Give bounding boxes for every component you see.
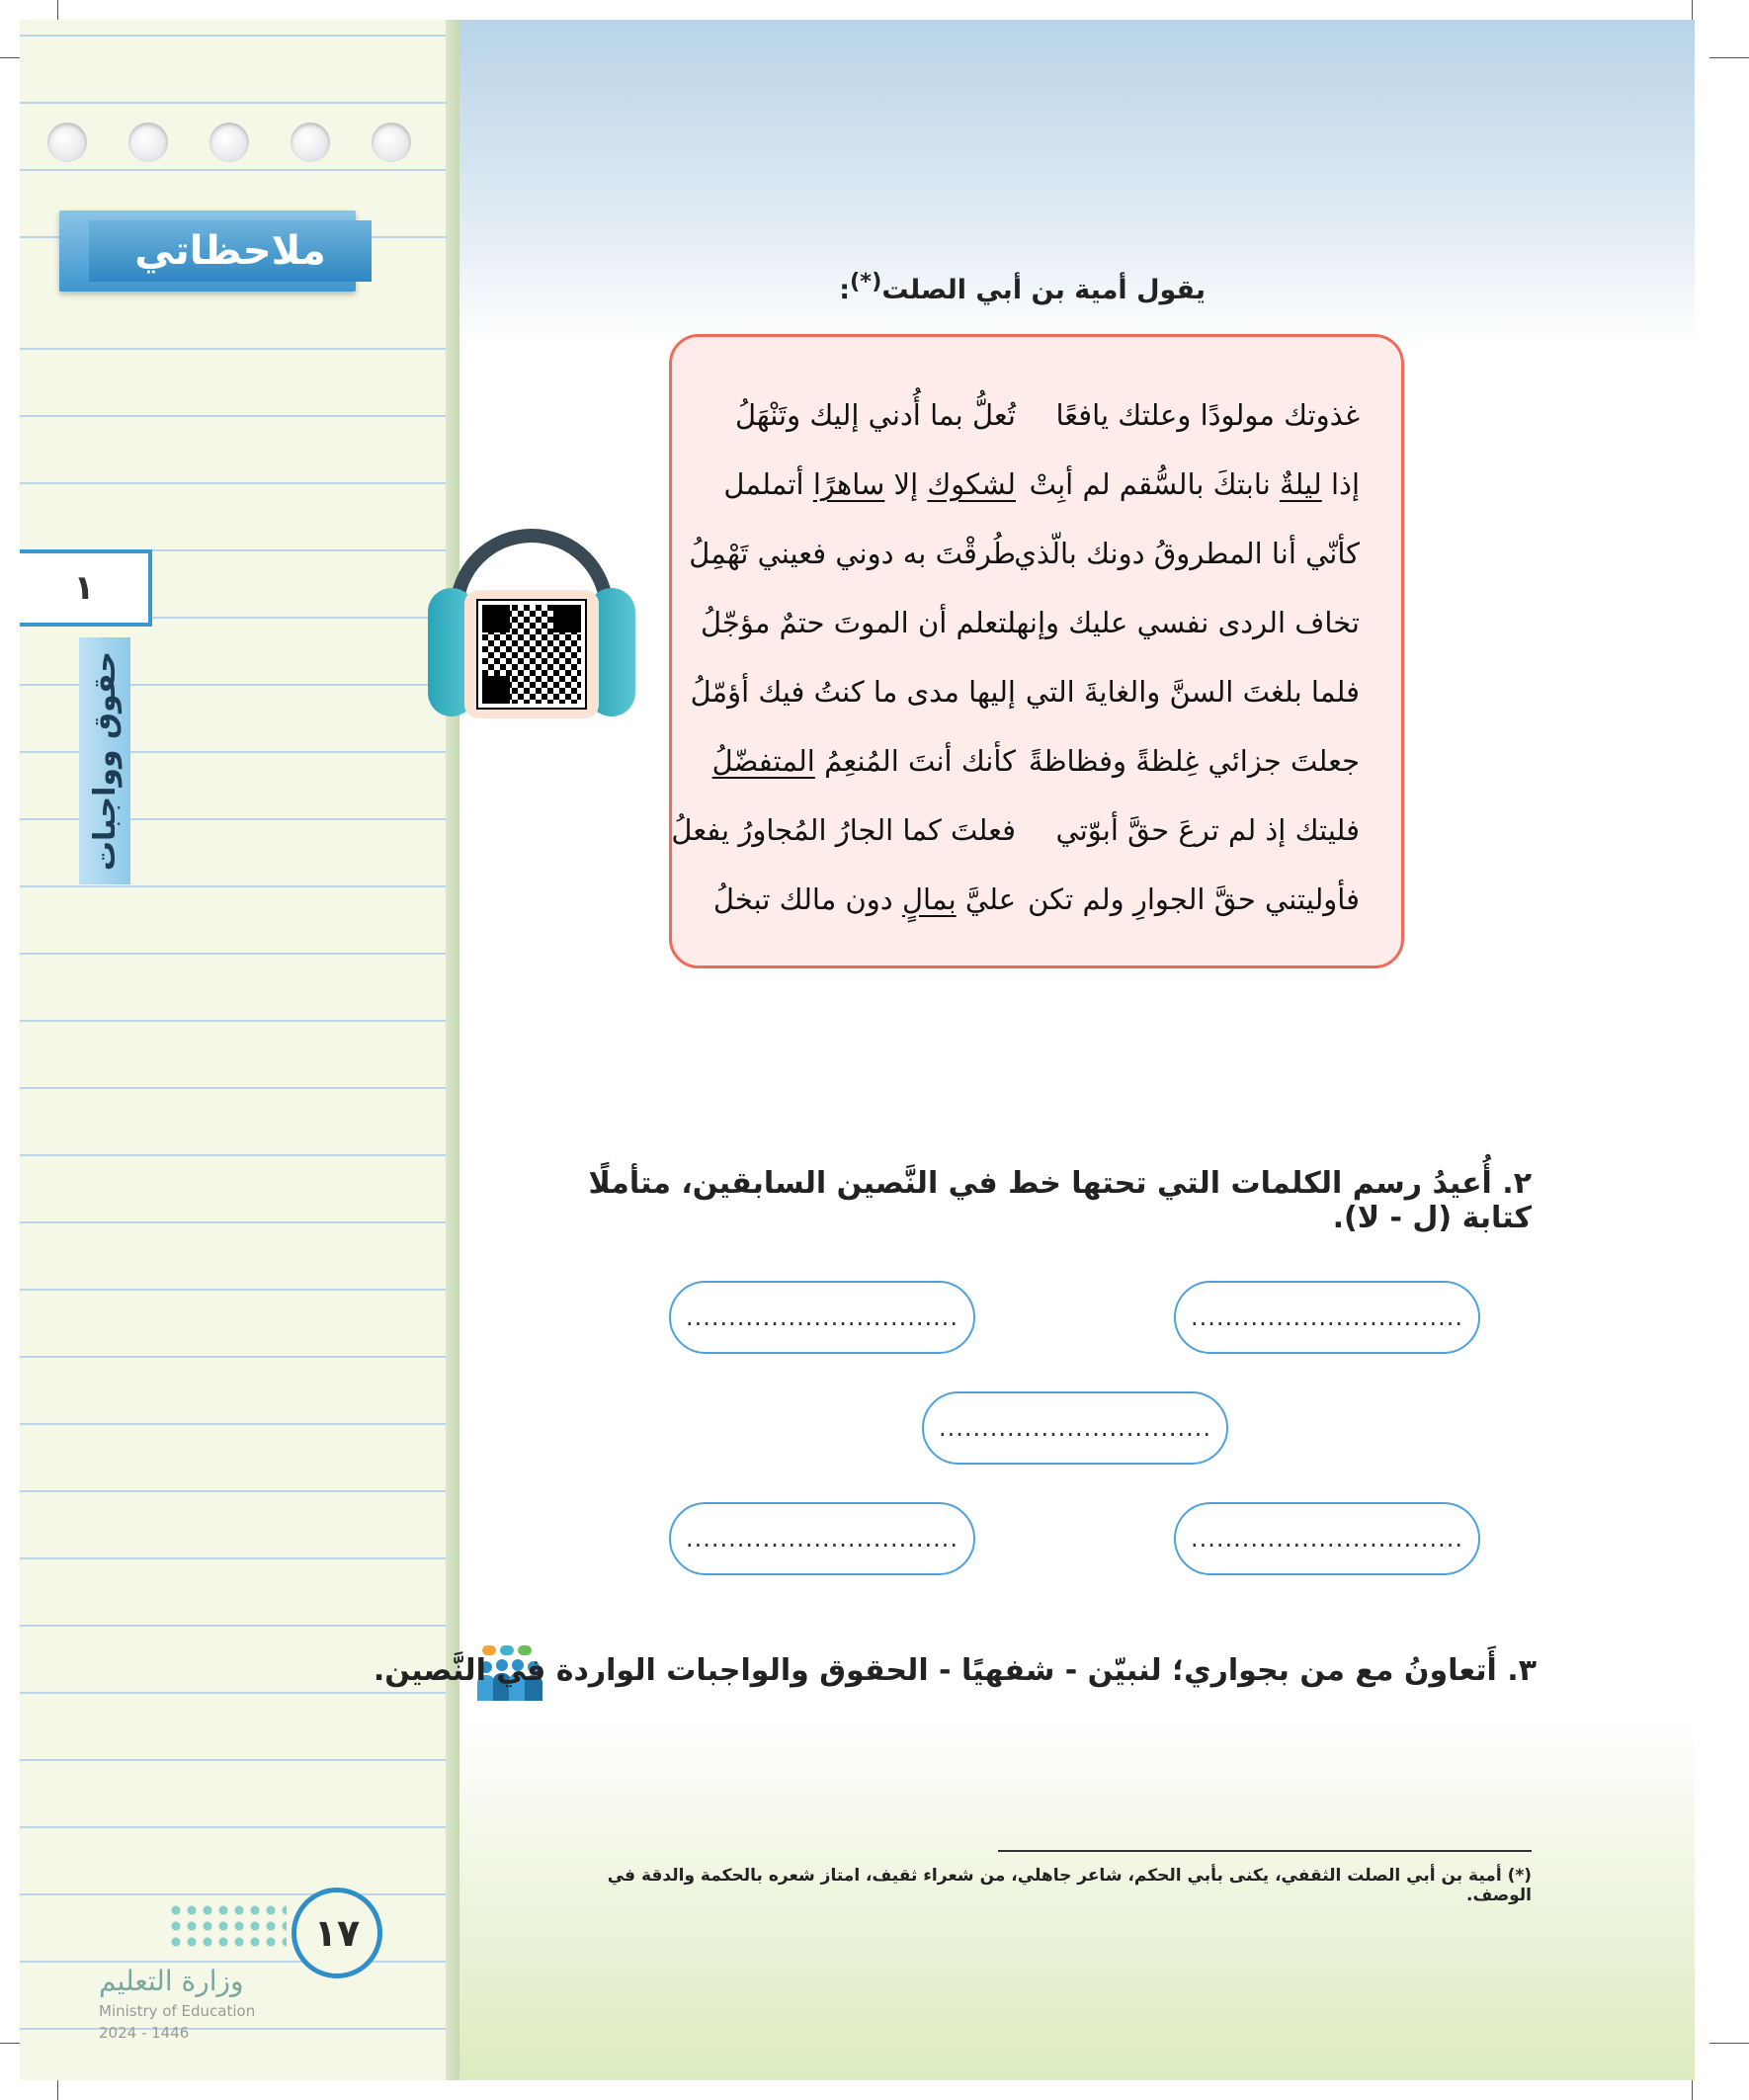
audio-qr-widget[interactable] xyxy=(428,529,635,726)
notes-panel-edge xyxy=(446,20,459,2080)
verse-first-hemistich xyxy=(1029,467,1360,501)
footnote-marker: (*) xyxy=(850,269,882,294)
notes-header-inner xyxy=(89,220,372,282)
poem-box xyxy=(669,334,1404,968)
verse-text: كأنك أنتَ المُنعِمُ xyxy=(814,744,1016,778)
answer-field[interactable]: ................................ xyxy=(922,1391,1228,1465)
footnote: (*) أمية بن أبي الصلت الثقفي، يكنى بأبي الحكم، شاعر جاهلي، من شعراء ثقيف، امتاز شعره بالحكمة والدقة في الوصف. xyxy=(607,1866,1532,1905)
footnote-divider xyxy=(998,1850,1532,1852)
answer-field[interactable]: ................................ xyxy=(669,1502,975,1575)
binder-hole xyxy=(372,123,411,162)
page-background xyxy=(459,20,1695,2080)
crop-mark xyxy=(1709,57,1749,58)
poem-verse xyxy=(672,813,1401,873)
question-2: ٢. أُعيدُ رسم الكلمات التي تحتها خط في النَّصين السابقين، متأملًا كتابة (ل - لا). xyxy=(588,1166,1532,1235)
notes-panel xyxy=(20,20,459,2080)
verse-text: دون مالك تبخلُ xyxy=(712,882,902,916)
qr-code-icon[interactable] xyxy=(478,601,585,708)
verse-second-hemistich: طُرقْتَ به دوني فعيني تَهْمِلُ xyxy=(689,537,1016,570)
poem-verse xyxy=(672,882,1401,942)
page-number: ١٧ xyxy=(292,1888,382,1978)
verse-first-hemistich: تخاف الردى نفسي عليك وإنها xyxy=(1007,606,1360,639)
underlined-word: لشكوك xyxy=(927,467,1016,501)
poem-verse xyxy=(672,606,1401,665)
verse-first-hemistich: فلما بلغتَ السنَّ والغايةَ التي xyxy=(1025,675,1360,709)
binder-hole xyxy=(128,123,168,162)
unit-tab xyxy=(79,637,130,884)
poem-verse xyxy=(672,537,1401,596)
poem-intro-text: يقول أمية بن أبي الصلت xyxy=(881,275,1206,305)
qr-code-frame[interactable] xyxy=(464,590,599,718)
underlined-word: المتفضّلُ xyxy=(711,744,815,778)
question-3: ٣. أَتعاونُ مع من بجواري؛ لنبيّن - شفهيًا - الحقوق والواجبات الواردة في النَّصين. xyxy=(373,1653,1537,1688)
underlined-word: ساهرًا xyxy=(812,467,885,501)
ministry-logo xyxy=(168,1902,287,1950)
binder-hole xyxy=(291,123,330,162)
verse-text: إلا xyxy=(884,467,928,501)
academic-year: 2024 - 1446 xyxy=(99,2024,190,2042)
verse-second-hemistich xyxy=(690,467,1016,501)
notes-header xyxy=(59,210,356,292)
underlined-word: ليلةٌ xyxy=(1280,467,1322,501)
unit-title: حقوق وواجبات xyxy=(87,650,123,872)
crop-mark xyxy=(1709,2043,1749,2044)
binder-hole xyxy=(47,123,87,162)
answer-field[interactable]: ................................ xyxy=(1174,1502,1480,1575)
poem-verse xyxy=(672,467,1401,527)
question-3-row xyxy=(373,1645,1537,1705)
verse-text: نابتكَ بالسُّقم لم أبِتْ xyxy=(1029,467,1280,501)
ministry-name-english: Ministry of Education xyxy=(99,2002,256,2020)
verse-second-hemistich: لتعلم أن الموتَ حتمٌ مؤجّلُ xyxy=(700,606,1016,639)
verse-text: أتململ xyxy=(723,467,813,501)
verse-text: إذا xyxy=(1321,467,1360,501)
verse-second-hemistich xyxy=(690,882,1016,916)
poem-intro xyxy=(692,269,1206,305)
answer-field[interactable]: ................................ xyxy=(1174,1281,1480,1354)
verse-first-hemistich: فأوليتني حقَّ الجوارِ ولم تكن xyxy=(1028,882,1360,916)
poem-verse xyxy=(672,398,1401,458)
verse-second-hemistich xyxy=(690,744,1016,778)
verse-text: عليَّ xyxy=(956,882,1016,916)
notes-title: ملاحظاتي xyxy=(134,228,326,274)
verse-second-hemistich: تُعلُّ بما أُدني إليك وتَنْهَلُ xyxy=(734,398,1016,432)
verse-first-hemistich: جعلتَ جزائي غِلظةً وفظاظةً xyxy=(1028,744,1360,778)
poem-verse xyxy=(672,675,1401,734)
verse-first-hemistich: غذوتك مولودًا وعلتك يافعًا xyxy=(1055,398,1360,432)
unit-number: ١ xyxy=(20,549,152,627)
underlined-word: بمالٍ xyxy=(901,882,957,916)
binder-hole xyxy=(209,123,249,162)
verse-first-hemistich: فليتك إذ لم ترعَ حقَّ أبوّتي xyxy=(1055,813,1360,847)
poem-intro-colon: : xyxy=(839,275,851,305)
ministry-name-arabic: وزارة التعليم xyxy=(99,1965,244,1997)
verse-second-hemistich: إليها مدى ما كنتُ فيك أؤمّلُ xyxy=(690,675,1016,709)
poem-verse xyxy=(672,744,1401,803)
verse-first-hemistich: كأنّي أنا المطروقُ دونك بالّذي xyxy=(1014,537,1360,570)
answer-field[interactable]: ................................ xyxy=(669,1281,975,1354)
verse-second-hemistich: فعلتَ كما الجارُ المُجاورُ يفعلُ xyxy=(671,813,1016,847)
